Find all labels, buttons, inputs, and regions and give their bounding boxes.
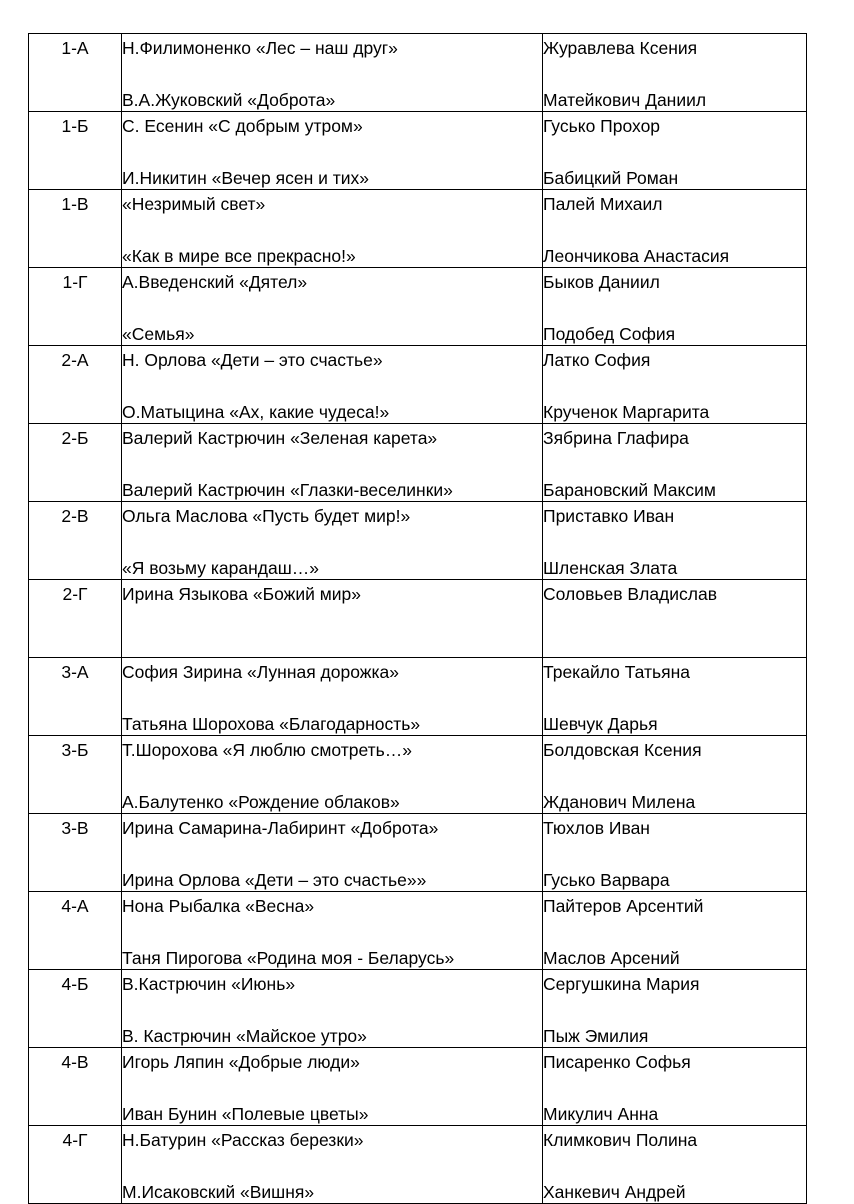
class-label: 1-Г	[62, 272, 88, 292]
reader-name: Сергушкина Мария	[543, 974, 700, 994]
table-row	[29, 1048, 807, 1126]
work-cell	[122, 190, 543, 268]
work-title: Игорь Ляпин «Добрые люди»	[122, 1052, 360, 1072]
class-cell	[29, 268, 122, 346]
work-title: В.А.Жуковский «Доброта»	[122, 90, 336, 110]
table-row	[29, 190, 807, 268]
work-cell	[122, 1126, 543, 1204]
class-label: 2-А	[61, 350, 89, 370]
class-cell	[29, 502, 122, 580]
class-label: 1-В	[61, 194, 89, 214]
reader-cell	[543, 1048, 807, 1126]
class-label: 4-В	[61, 1052, 89, 1072]
reader-cell	[543, 1126, 807, 1204]
reader-name: Климкович Полина	[543, 1130, 698, 1150]
work-title: Татьяна Шорохова «Благодарность»	[122, 714, 421, 734]
work-title: Н.Филимоненко «Лес – наш друг»	[122, 38, 398, 58]
table-row	[29, 814, 807, 892]
reader-name: Шевчук Дарья	[543, 714, 658, 734]
work-cell	[122, 502, 543, 580]
work-title: Н. Орлова «Дети – это счастье»	[122, 350, 383, 370]
class-label: 2-Г	[62, 584, 88, 604]
reader-name: Зябрина Глафира	[543, 428, 689, 448]
work-title: М.Исаковский «Вишня»	[122, 1182, 315, 1202]
reader-name: Маслов Арсений	[543, 948, 680, 968]
poem-reading-table	[28, 33, 807, 1204]
class-cell	[29, 658, 122, 736]
class-label: 2-В	[61, 506, 89, 526]
work-title: Валерий Кастрючин «Зеленая карета»	[122, 428, 438, 448]
work-title: О.Матыцина «Ах, какие чудеса!»	[122, 402, 390, 422]
reader-name: Быков Даниил	[543, 272, 660, 292]
table-row	[29, 502, 807, 580]
work-title: Т.Шорохова «Я люблю смотреть…»	[122, 740, 413, 760]
reader-name: Барановский Максим	[543, 480, 716, 500]
class-label: 3-А	[61, 662, 89, 682]
table-row	[29, 34, 807, 112]
reader-name: Писаренко Софья	[543, 1052, 691, 1072]
table-body	[29, 34, 807, 1204]
reader-name: Микулич Анна	[543, 1104, 659, 1124]
reader-name: Бабицкий Роман	[543, 168, 679, 188]
class-cell	[29, 346, 122, 424]
reader-cell	[543, 502, 807, 580]
table-row	[29, 1126, 807, 1204]
work-cell	[122, 112, 543, 190]
table-row	[29, 580, 807, 658]
class-label: 3-Б	[61, 740, 89, 760]
reader-name: Соловьев Владислав	[543, 584, 718, 604]
table-row	[29, 970, 807, 1048]
work-title: С. Есенин «С добрым утром»	[122, 116, 363, 136]
table-row	[29, 892, 807, 970]
work-cell	[122, 658, 543, 736]
work-cell	[122, 424, 543, 502]
reader-name: Матейкович Даниил	[543, 90, 707, 110]
class-cell	[29, 112, 122, 190]
work-title: «Незримый свет»	[122, 194, 266, 214]
reader-name: Журавлева Ксения	[543, 38, 698, 58]
reader-name: Шленская Злата	[543, 558, 678, 578]
class-cell	[29, 892, 122, 970]
work-cell	[122, 892, 543, 970]
class-cell	[29, 1048, 122, 1126]
work-cell	[122, 34, 543, 112]
class-cell	[29, 1126, 122, 1204]
reader-name: Гусько Прохор	[543, 116, 661, 136]
work-cell	[122, 814, 543, 892]
work-title: В.Кастрючин «Июнь»	[122, 974, 296, 994]
reader-cell	[543, 736, 807, 814]
reader-name: Латко София	[543, 350, 651, 370]
work-title: Н.Батурин «Рассказ березки»	[122, 1130, 364, 1150]
reader-cell	[543, 268, 807, 346]
class-label: 3-В	[61, 818, 89, 838]
work-cell	[122, 346, 543, 424]
reader-name: Крученок Маргарита	[543, 402, 710, 422]
work-title: «Как в мире все прекрасно!»	[122, 246, 356, 266]
reader-cell	[543, 580, 807, 658]
table-row	[29, 346, 807, 424]
reader-name: Ханкевич Андрей	[543, 1182, 686, 1202]
table-row	[29, 658, 807, 736]
work-cell	[122, 970, 543, 1048]
class-cell	[29, 814, 122, 892]
reader-cell	[543, 190, 807, 268]
reader-name: Жданович Милена	[543, 792, 696, 812]
reader-name: Приставко Иван	[543, 506, 675, 526]
work-cell	[122, 736, 543, 814]
class-cell	[29, 190, 122, 268]
class-cell	[29, 580, 122, 658]
class-label: 4-Г	[62, 1130, 88, 1150]
work-title: Нона Рыбалка «Весна»	[122, 896, 315, 916]
reader-name: Болдовская Ксения	[543, 740, 702, 760]
work-title: Таня Пирогова «Родина моя - Беларусь»	[122, 948, 455, 968]
work-cell	[122, 1048, 543, 1126]
class-label: 1-Б	[61, 116, 89, 136]
work-title: А.Балутенко «Рождение облаков»	[122, 792, 400, 812]
reader-name: Тюхлов Иван	[543, 818, 650, 838]
reader-name: Гусько Варвара	[543, 870, 670, 890]
reader-name: Подобед София	[543, 324, 676, 344]
class-cell	[29, 424, 122, 502]
table-row	[29, 112, 807, 190]
reader-cell	[543, 424, 807, 502]
reader-cell	[543, 34, 807, 112]
class-cell	[29, 34, 122, 112]
reader-name: Леончикова Анастасия	[543, 246, 730, 266]
reader-name: Палей Михаил	[543, 194, 663, 214]
work-title: София Зирина «Лунная дорожка»	[122, 662, 399, 682]
work-title: В. Кастрючин «Майское утро»	[122, 1026, 367, 1046]
class-label: 4-Б	[61, 974, 89, 994]
table-row	[29, 736, 807, 814]
work-title: А.Введенский «Дятел»	[122, 272, 308, 292]
class-label: 2-Б	[61, 428, 89, 448]
work-title: И.Никитин «Вечер ясен и тих»	[122, 168, 369, 188]
work-title: Ирина Языкова «Божий мир»	[122, 584, 362, 604]
class-label: 4-А	[61, 896, 89, 916]
reader-cell	[543, 814, 807, 892]
work-cell	[122, 268, 543, 346]
class-label: 1-А	[61, 38, 89, 58]
class-cell	[29, 970, 122, 1048]
table-row	[29, 268, 807, 346]
reader-name: Пыж Эмилия	[543, 1026, 649, 1046]
reader-cell	[543, 970, 807, 1048]
work-title: Ирина Орлова «Дети – это счастье»»	[122, 870, 427, 890]
reader-name: Трекайло Татьяна	[543, 662, 690, 682]
work-title: Иван Бунин «Полевые цветы»	[122, 1104, 369, 1124]
reader-name: Пайтеров Арсентий	[543, 896, 704, 916]
work-title: Ирина Самарина-Лабиринт «Доброта»	[122, 818, 439, 838]
work-title: «Семья»	[122, 324, 195, 344]
reader-cell	[543, 892, 807, 970]
reader-cell	[543, 112, 807, 190]
work-cell	[122, 580, 543, 658]
table-row	[29, 424, 807, 502]
work-title: «Я возьму карандаш…»	[122, 558, 319, 578]
reader-cell	[543, 658, 807, 736]
class-cell	[29, 736, 122, 814]
reader-cell	[543, 346, 807, 424]
work-title: Валерий Кастрючин «Глазки-веселинки»	[122, 480, 453, 500]
work-title: Ольга Маслова «Пусть будет мир!»	[122, 506, 411, 526]
